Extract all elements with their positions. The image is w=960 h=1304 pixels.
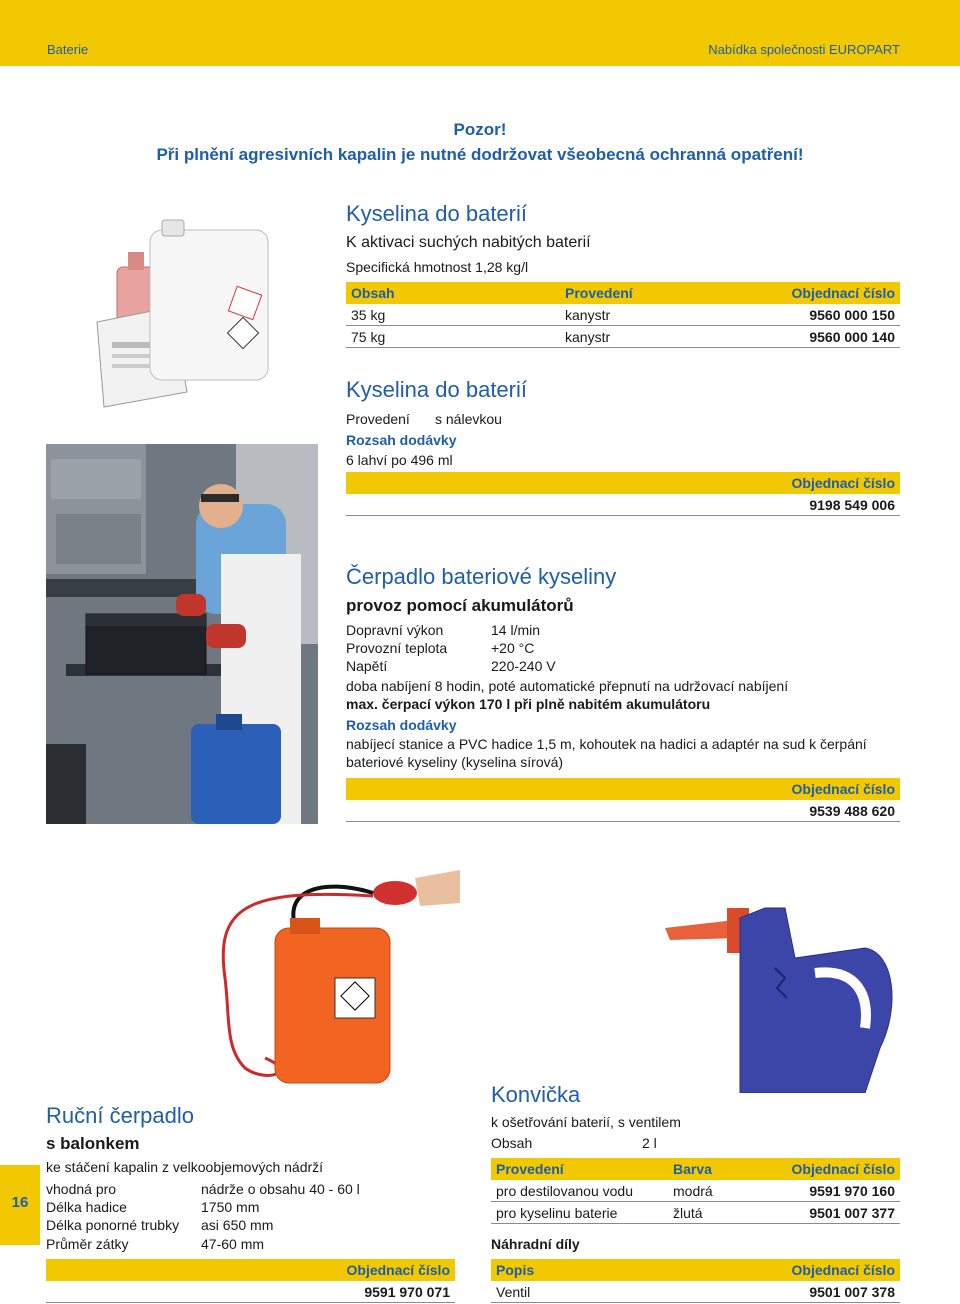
pump-table-header [346, 778, 900, 800]
jug-spare-name: Ventil [496, 1284, 531, 1300]
acid1-col-type: Provedení [565, 285, 633, 301]
jug-row2-order: 9501 007 377 [809, 1205, 895, 1221]
table-row [491, 1180, 900, 1202]
acid1-col-order: Objednací číslo [791, 285, 895, 301]
acid2-scope-label: Rozsah dodávky [346, 432, 457, 448]
acid2-col-order: Objednací číslo [791, 475, 895, 491]
jug-title: Konvička [491, 1082, 581, 1107]
jug-table-header [491, 1158, 900, 1180]
workshop-photo [46, 444, 318, 824]
acid1-row2-type: kanystr [565, 329, 611, 345]
pump-scope-line1: nabíjecí stanice a PVC hadice 1,5 m, kohoutek na hadici a adaptér na sud k čerpání [346, 736, 867, 752]
table-row [46, 1281, 455, 1303]
acid2-order: 9198 549 006 [809, 497, 895, 513]
jug-row1-color: modrá [673, 1183, 713, 1199]
acid2-table-header [346, 472, 900, 494]
pump-spec1-label: Dopravní výkon [346, 622, 444, 638]
acid1-subtitle: K aktivaci suchých nabitých baterií [346, 234, 591, 251]
warning-text: Při plnění agresivních kapalin je nutné dodržovat všeobecná ochranná opatření! [156, 145, 804, 164]
jug-content-value: 2 l [642, 1135, 657, 1151]
header-section: Baterie [47, 42, 89, 57]
pump-scope-line2: bateriové kyseliny (kyselina sírová) [346, 754, 564, 770]
acid2-type-value: s nálevkou [435, 411, 502, 427]
jug-content-label: Obsah [491, 1135, 533, 1151]
hand-pump-spec1-value: nádrže o obsahu 40 - 60 l [201, 1181, 360, 1197]
acid1-row1-type: kanystr [565, 307, 611, 323]
pump-spec1-value: 14 l/min [491, 622, 541, 638]
pump-scope-label: Rozsah dodávky [346, 717, 457, 733]
jug-row1-order: 9591 970 160 [809, 1183, 895, 1199]
jug-row2-type: pro kyselinu baterie [496, 1205, 618, 1221]
header-bar [0, 0, 960, 66]
pump-note1: doba nabíjení 8 hodin, poté automatické přepnutí na udržovací nabíjení [346, 678, 789, 694]
header-offer: Nabídka společnosti EUROPART [708, 42, 900, 57]
hand-pump-order: 9591 970 071 [364, 1284, 450, 1300]
jug-spare-order: 9501 007 378 [809, 1284, 895, 1300]
pump-title: Čerpadlo bateriové kyseliny [346, 564, 617, 589]
warning-title: Pozor! [453, 120, 507, 139]
pump-spec2-value: +20 °C [491, 640, 535, 656]
table-row [346, 494, 900, 516]
jug-spares-header [491, 1259, 900, 1281]
jug-row2-color: žlutá [673, 1205, 703, 1221]
hand-pump-spec4-label: Průměr zátky [46, 1236, 129, 1252]
acid-canister-photo [92, 212, 282, 412]
pump-order: 9539 488 620 [809, 803, 895, 819]
hand-pump-title: Ruční čerpadlo [46, 1103, 194, 1128]
hand-pump-subtitle: s balonkem [46, 1134, 140, 1153]
table-row [346, 304, 900, 326]
acid1-row2-order: 9560 000 140 [809, 329, 895, 345]
acid1-spec: Specifická hmotnost 1,28 kg/l [346, 259, 529, 275]
jug-desc: k ošetřování baterií, s ventilem [491, 1114, 681, 1130]
hand-pump-desc: ke stáčení kapalin z velkoobjemových nádrží [46, 1159, 324, 1175]
hand-pump-spec3-label: Délka ponorné trubky [46, 1217, 180, 1233]
page-number-tab [0, 1165, 40, 1245]
hand-pump-spec2-value: 1750 mm [201, 1199, 260, 1215]
hand-pump-spec2-label: Délka hadice [46, 1199, 127, 1215]
acid1-title: Kyselina do baterií [346, 201, 527, 226]
pump-spec3-value: 220-240 V [491, 658, 556, 674]
acid2-title: Kyselina do baterií [346, 377, 527, 402]
hand-pump-spec3-value: asi 650 mm [201, 1217, 274, 1233]
pump-subtitle: provoz pomocí akumulátorů [346, 596, 574, 615]
jug-col-type: Provedení [496, 1161, 564, 1177]
table-row [346, 800, 900, 822]
hand-pump-photo [205, 868, 460, 1093]
hand-pump-spec4-value: 47-60 mm [201, 1236, 265, 1252]
hand-pump-table-header [46, 1259, 455, 1281]
jug-col-color: Barva [673, 1161, 712, 1177]
hand-pump-spec1-label: vhodná pro [46, 1181, 117, 1197]
acid1-row2-content: 75 kg [351, 329, 386, 345]
jug-col-desc: Popis [496, 1262, 535, 1278]
jug-spares-label: Náhradní díly [491, 1236, 580, 1252]
table-row [346, 326, 900, 348]
pump-spec2-label: Provozní teplota [346, 640, 448, 656]
jug-col-order: Objednací číslo [791, 1161, 895, 1177]
jug-photo [665, 898, 900, 1093]
pump-col-order: Objednací číslo [791, 781, 895, 797]
jug-col-order2: Objednací číslo [791, 1262, 895, 1278]
table-row [491, 1281, 900, 1303]
hand-pump-col-order: Objednací číslo [346, 1262, 450, 1278]
acid2-type-label: Provedení [346, 411, 410, 427]
acid2-scope-value: 6 lahví po 496 ml [346, 452, 453, 468]
pump-note2: max. čerpací výkon 170 l při plně nabitém akumulátoru [346, 696, 711, 712]
pump-spec3-label: Napětí [346, 658, 388, 674]
acid1-row1-order: 9560 000 150 [809, 307, 895, 323]
jug-row1-type: pro destilovanou vodu [496, 1183, 633, 1199]
acid1-col-content: Obsah [351, 285, 395, 301]
acid1-row1-content: 35 kg [351, 307, 386, 323]
page-number: 16 [11, 1194, 29, 1211]
table-row [491, 1202, 900, 1224]
acid1-table-header [346, 282, 900, 304]
